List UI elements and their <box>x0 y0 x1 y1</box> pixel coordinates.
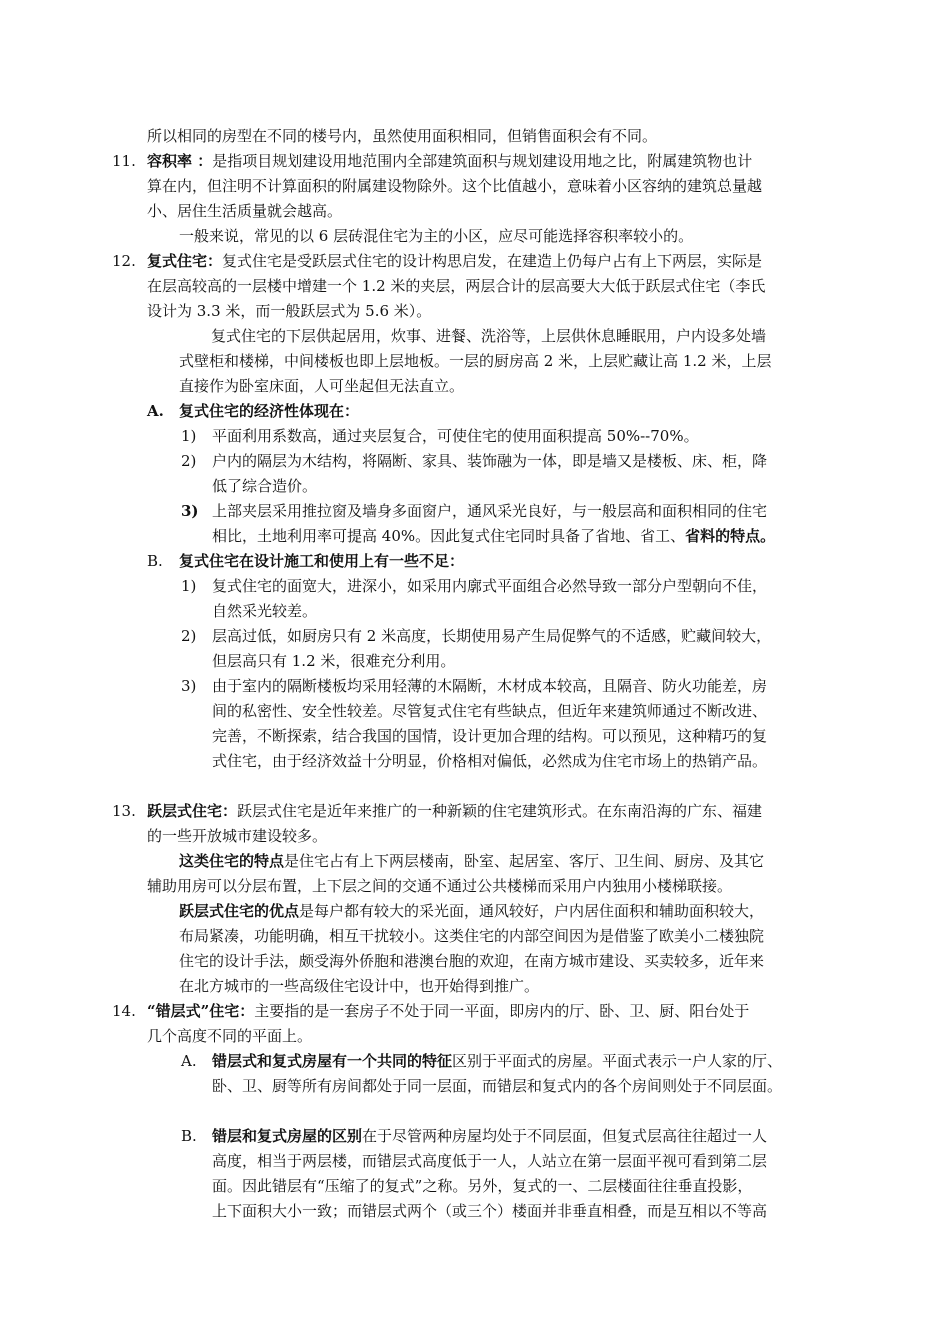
text-line: 式住宅，由于经济效益十分明显，价格相对偏低，必然成为住宅市场上的热销产品。 <box>212 752 768 770</box>
text-line: 复式住宅的下层供起居用，炊事、进餐、洗浴等，上层供休息睡眠用，户内设多处墙 <box>211 327 767 345</box>
text-line: 相比，土地利用率可提高 40%。因此复式住宅同时具备了省地、省工、省料的特点。 <box>212 527 776 545</box>
text-line: 所以相同的房型在不同的楼号内，虽然使用面积相同，但销售面积会有不同。 <box>147 127 658 145</box>
sub-number: 1) <box>181 427 197 445</box>
term-heading: 跃层式住宅： <box>147 802 238 820</box>
term-heading: 容积率 ： <box>147 152 213 170</box>
item-number: 13. <box>112 802 136 820</box>
sub-number: 1) <box>181 577 197 595</box>
sub-label: B. <box>147 552 163 570</box>
text-line: 在层高较高的一层楼中增建一个 1.2 米的夹层，两层合计的层高要大大低于跃层式住宅（李氏 <box>147 277 766 295</box>
sub-heading: 复式住宅在设计施工和使用上有一些不足： <box>179 552 465 570</box>
term-heading: “错层式”住宅： <box>147 1002 255 1020</box>
text-line: 跃层式住宅的优点是每户都有较大的采光面，通风较好，户内居住面积和辅助面积较大， <box>179 902 765 920</box>
text-line: 高度，相当于两层楼，而错层式高度低于一人，人站立在第一层面平视可看到第二层 <box>212 1152 768 1170</box>
text-line: “错层式”住宅：主要指的是一套房子不处于同一平面，即房内的厅、卧、卫、厨、阳台处于 <box>147 1002 750 1020</box>
sub-number: 2) <box>181 452 197 470</box>
text-line: 小、居住生活质量就会越高。 <box>147 202 343 220</box>
sub-heading: 复式住宅的经济性体现在： <box>179 402 360 420</box>
text-line: 复式住宅的面宽大，进深小，如采用内廓式平面组合必然导致一部分户型朝向不佳， <box>212 577 768 595</box>
sub-number: 3) <box>181 502 199 520</box>
text-line: 间的私密性、安全性较差。尽管复式住宅有些缺点，但近年来建筑师通过不断改进、 <box>212 702 768 720</box>
term-heading: 复式住宅： <box>147 252 223 270</box>
text-line <box>179 551 464 571</box>
text-line: 直接作为卧室床面，人可坐起但无法直立。 <box>179 377 465 395</box>
text-line: 层高过低，如厨房只有 2 米高度，长期使用易产生局促弊气的不适感，贮藏间较大， <box>212 627 772 645</box>
text-line: 设计为 3.3 米，而一般跃层式为 5.6 米）。 <box>147 302 432 320</box>
text-line: 算在内，但注明不计算面积的附属建设物除外。这个比值越小，意味着小区容纳的建筑总量越 <box>147 177 763 195</box>
text-line: 一般来说，常见的以 6 层砖混住宅为主的小区，应尽可能选择容积率较小的。 <box>179 227 694 245</box>
text-line: 在北方城市的一些高级住宅设计中，也开始得到推广。 <box>179 977 540 995</box>
text-line: 面。因此错层有“压缩了的复式”之称。另外，复式的一、二层楼面往往垂直投影， <box>212 1177 753 1195</box>
text-line: 平面利用系数高，通过夹层复合，可使住宅的使用面积提高 50%--70%。 <box>212 427 699 445</box>
text-line: 完善，不断探索，结合我国的国情，设计更加合理的结构。可以预见，这种精巧的复 <box>212 727 768 745</box>
text-line: 跃层式住宅：跃层式住宅是近年来推广的一种新颖的住宅建筑形式。在东南沿海的广东、福建 <box>147 802 763 820</box>
text-line: 但层高只有 1.2 米，很难充分利用。 <box>212 652 456 670</box>
text-line: 错层式和复式房屋有一个共同的特征区别于平面式的房屋。平面式表示一户人家的厅、 <box>212 1052 783 1070</box>
text-line: 低了综合造价。 <box>212 477 318 495</box>
sub-number: 2) <box>181 627 197 645</box>
text-line: 辅助用房可以分层布置，上下层之间的交通不通过公共楼梯而采用户内独用小楼梯联接。 <box>147 877 733 895</box>
text-line: 自然采光较差。 <box>212 602 318 620</box>
text-line: 式壁柜和楼梯，中间楼板也即上层地板。一层的厨房高 2 米，上层贮藏让高 1.2 米，上层 <box>179 352 772 370</box>
sub-label: A. <box>147 402 164 420</box>
text-line: 户内的隔层为木结构，将隔断、家具、装饰融为一体，即是墙又是楼板、床、柜，降 <box>212 452 768 470</box>
text-line: 容积率 ：是指项目规划建设用地范围内全部建筑面积与规划建设用地之比，附属建筑物也计 <box>147 152 753 170</box>
text-line <box>179 401 359 421</box>
item-number: 14. <box>112 1002 136 1020</box>
sub-number: 3) <box>181 677 197 695</box>
item-number: 11. <box>112 152 136 170</box>
text-line: 布局紧凑，功能明确，相互干扰较小。这类住宅的内部空间因为是借鉴了欧美小二楼独院 <box>179 927 765 945</box>
text-line: 错层和复式房屋的区别在于尽管两种房屋均处于不同层面，但复式层高往往超过一人 <box>212 1127 768 1145</box>
text-line: 的一些开放城市建设较多。 <box>147 827 328 845</box>
sub-label: B. <box>181 1127 197 1145</box>
text-line: 几个高度不同的平面上。 <box>147 1027 313 1045</box>
text-line: 卧、卫、厨等所有房间都处于同一层面，而错层和复式内的各个房间则处于不同层面。 <box>212 1077 783 1095</box>
text-line: 住宅的设计手法，颇受海外侨胞和港澳台胞的欢迎，在南方城市建设、买卖较多，近年来 <box>179 952 765 970</box>
sub-label: A. <box>181 1052 197 1070</box>
text-line: 上部夹层采用推拉窗及墙身多面窗户，通风采光良好，与一般层高和面积相同的住宅 <box>212 502 768 520</box>
item-number: 12. <box>112 252 136 270</box>
text-line: 由于室内的隔断楼板均采用轻薄的木隔断，木材成本较高，且隔音、防火功能差，房 <box>212 677 768 695</box>
text-line: 上下面积大小一致；而错层式两个（或三个）楼面并非垂直相叠，而是互相以不等高 <box>212 1202 768 1220</box>
text-line: 这类住宅的特点是住宅占有上下两层楼南，卧室、起居室、客厅、卫生间、厨房、及其它 <box>179 852 765 870</box>
text-line: 复式住宅：复式住宅是受跃层式住宅的设计构思启发，在建造上仍每户占有上下两层，实际是 <box>147 252 763 270</box>
